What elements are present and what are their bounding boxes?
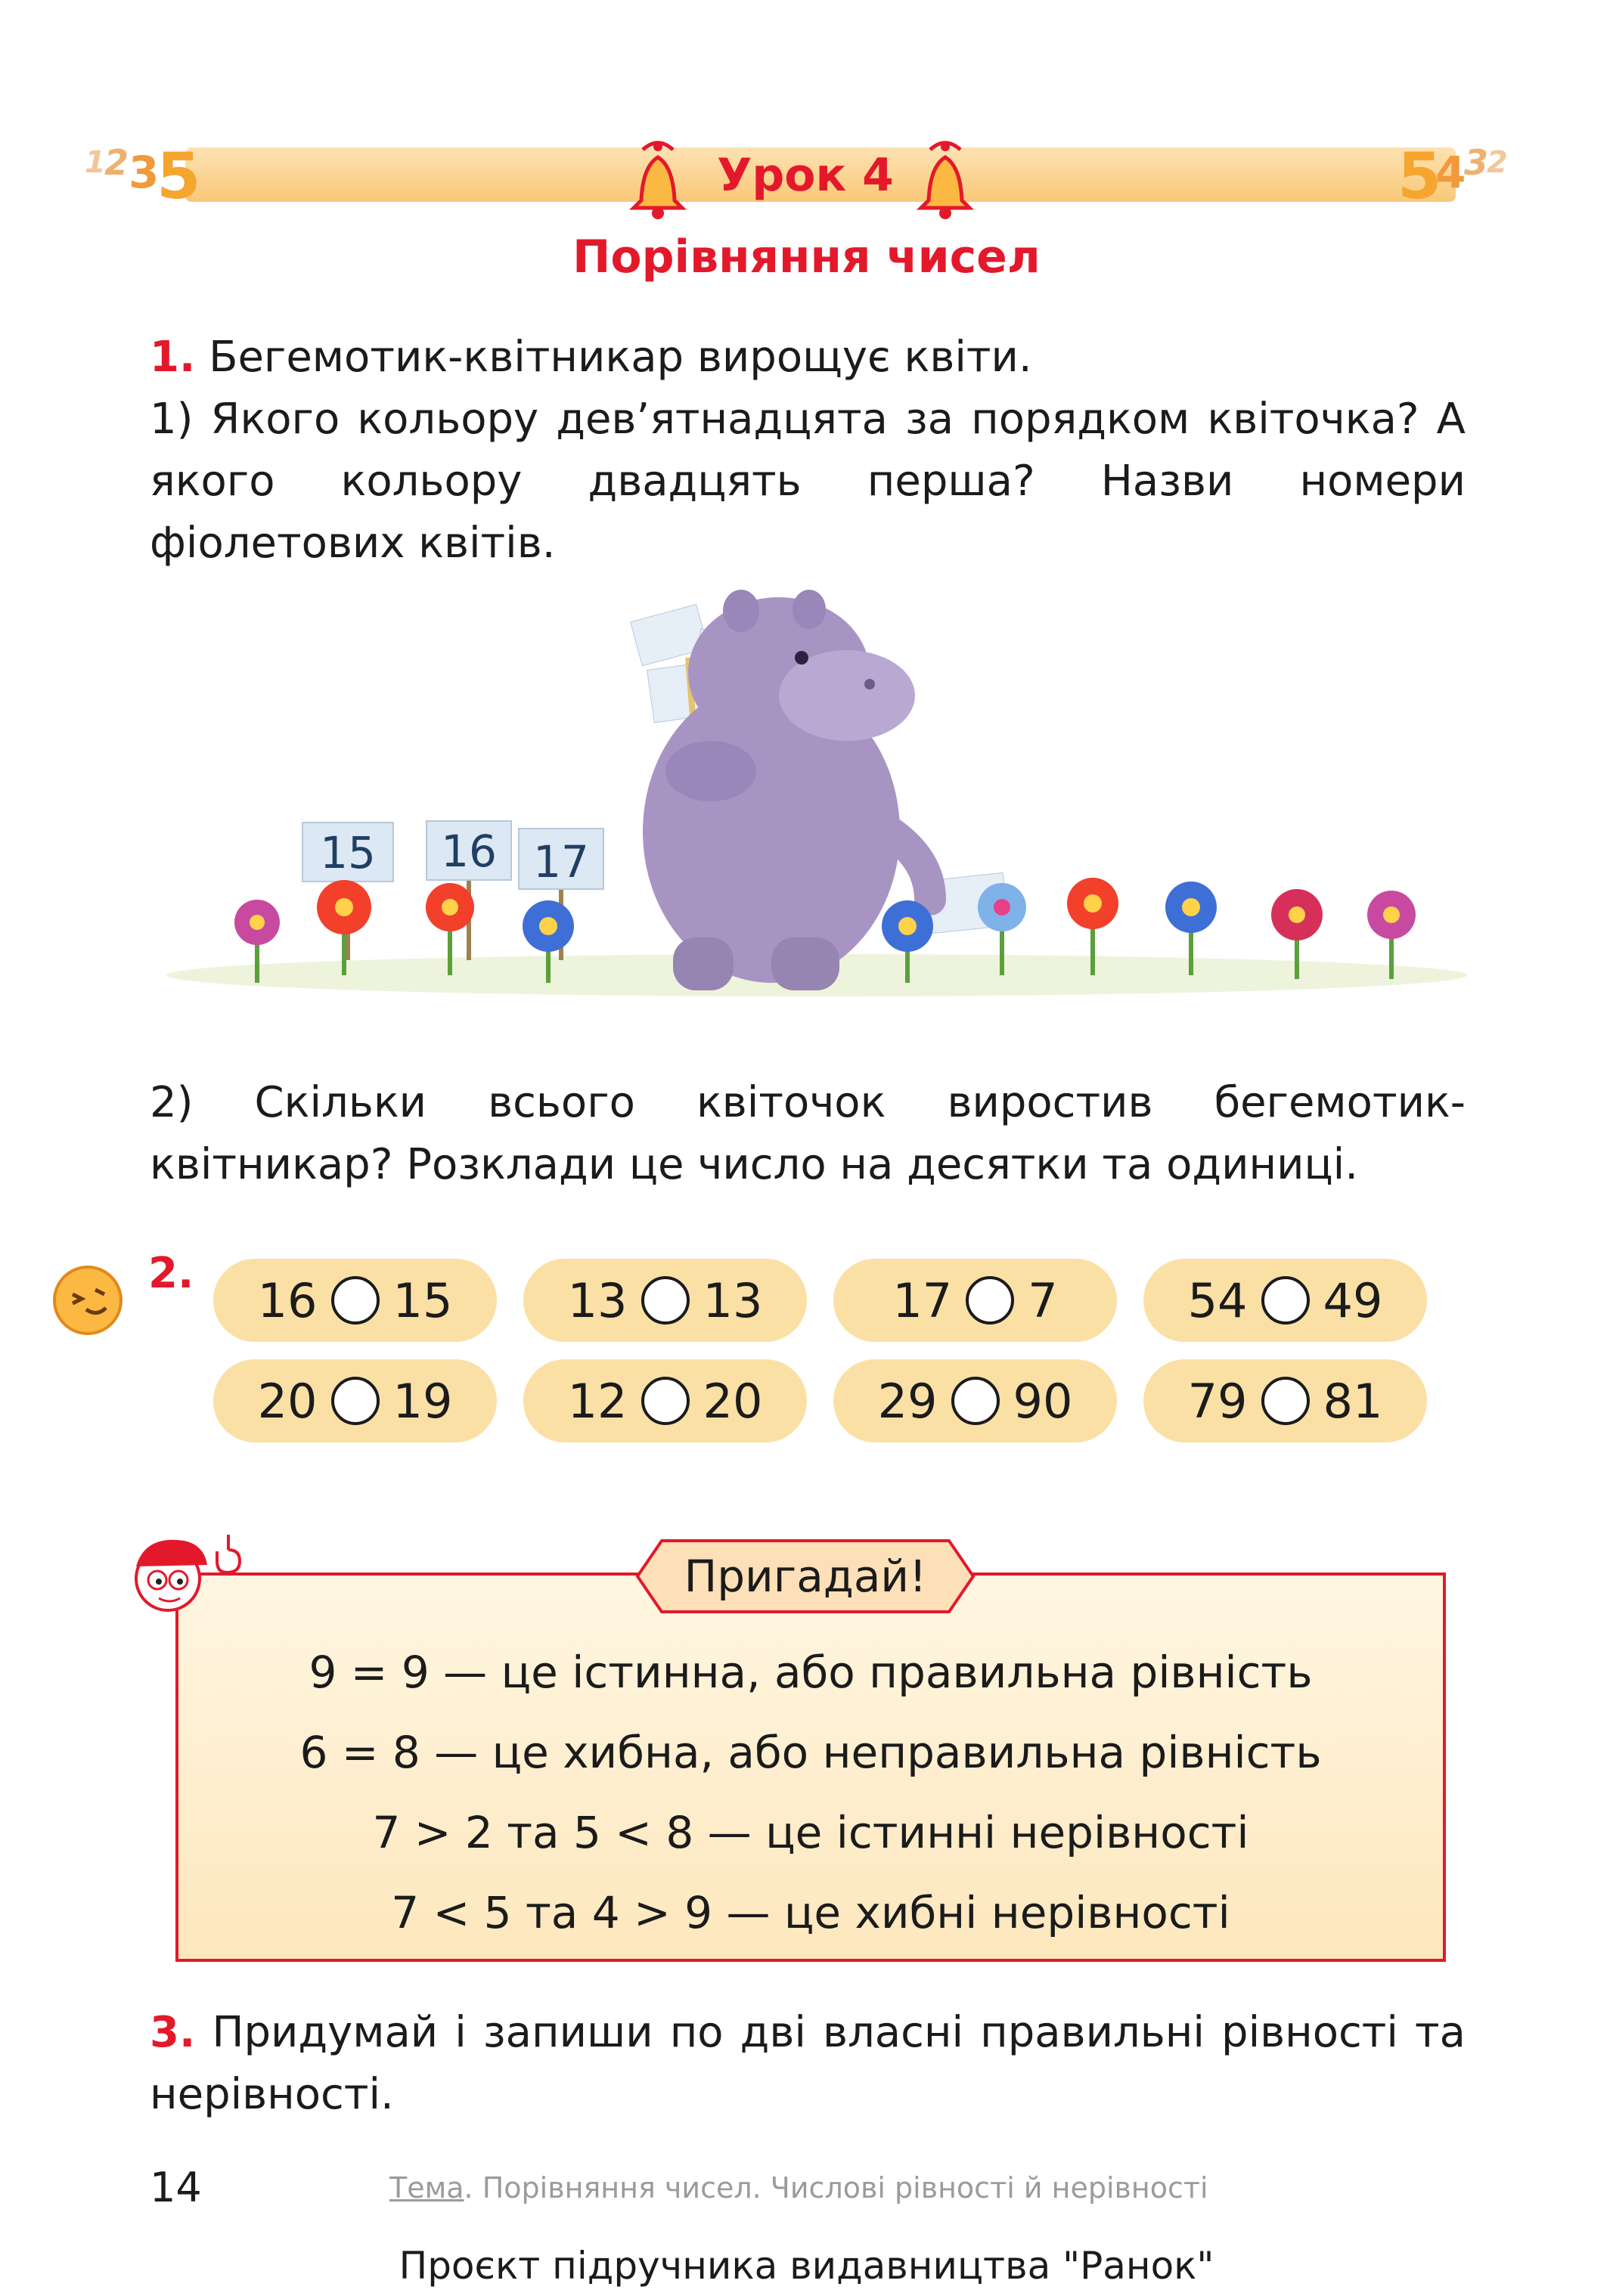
comparison-pill: 79 81: [1143, 1359, 1427, 1442]
compare-circle[interactable]: [1261, 1276, 1310, 1325]
rule-line: 7 < 5 та 4 > 9 — це хибні нерівності: [391, 1887, 1230, 1938]
compare-circle[interactable]: [641, 1377, 690, 1425]
comparison-pill: 12 20: [523, 1359, 807, 1442]
task-number: 3.: [150, 2008, 196, 2057]
task1-question1: 1) Якого кольору дев’ятнадцята за порядком квіточка? А якого кольору двадцять перша? Назви номери фіолетових квітів.: [150, 395, 1466, 568]
task1-question2: 2) Скільки всього квіточок виростив бегемотик-квітникар? Розклади це число на десятки та одиниці.: [150, 1078, 1466, 1189]
comparison-pill: 29 90: [833, 1359, 1117, 1442]
remember-title: Пригадай!: [684, 1551, 927, 1602]
bell-icon: [907, 136, 983, 223]
topic-text: . Порівняння чисел. Числові рівності й нерівності: [464, 2171, 1208, 2205]
comparison-pill: 16 15: [213, 1259, 497, 1342]
task3-text: Придумай і запиши по дві власні правильні рівності та нерівності.: [150, 2008, 1466, 2119]
task1-intro: [150, 327, 1466, 389]
rule-line: 9 = 9 — це істинна, або правильна рівність: [309, 1647, 1313, 1698]
task1-text: Бегемотик-квітникар вирощує квіти.: [209, 333, 1032, 382]
rule-line: 7 > 2 та 5 < 8 — це істинні нерівності: [372, 1807, 1249, 1858]
smile-icon: [51, 1264, 124, 1337]
comparison-pill: 20 19: [213, 1359, 497, 1442]
project-note: Проєкт підручника видавництва "Ранок": [399, 2244, 1214, 2288]
comparison-pill: 54 49: [1143, 1259, 1427, 1342]
topic-label: Тема: [389, 2171, 464, 2205]
sign-label: 17: [533, 836, 589, 888]
compare-circle[interactable]: [1261, 1377, 1310, 1425]
comparison-pill: 17 7: [833, 1259, 1117, 1342]
comparison-pill: 13 13: [523, 1259, 807, 1342]
task-number: 2.: [148, 1249, 194, 1298]
boy-face-icon: [115, 1520, 255, 1618]
compare-circle[interactable]: [966, 1276, 1014, 1325]
task-number: 1.: [150, 333, 196, 382]
compare-circle[interactable]: [641, 1276, 690, 1325]
lesson-title: Урок 4: [717, 149, 894, 202]
decorative-numbers-left: 1 2 3 5: [85, 139, 201, 213]
sign-label: 16: [441, 826, 497, 877]
compare-circle[interactable]: [331, 1377, 380, 1425]
decorative-numbers-right: 5 4 3 2: [1397, 139, 1508, 213]
footer-topic: [389, 2171, 1208, 2205]
compare-circle[interactable]: [331, 1276, 380, 1325]
bell-icon: [620, 136, 696, 223]
hippo-flowers-illustration: [166, 582, 1467, 1005]
compare-circle[interactable]: [951, 1377, 1000, 1425]
sign-label: 15: [320, 827, 376, 878]
rule-line: 6 = 8 — це хибна, або неправильна рівність: [299, 1727, 1322, 1778]
page-title: Порівняння чисел: [572, 231, 1041, 284]
task3: [150, 2002, 1466, 2126]
page-number: 14: [150, 2164, 202, 2211]
